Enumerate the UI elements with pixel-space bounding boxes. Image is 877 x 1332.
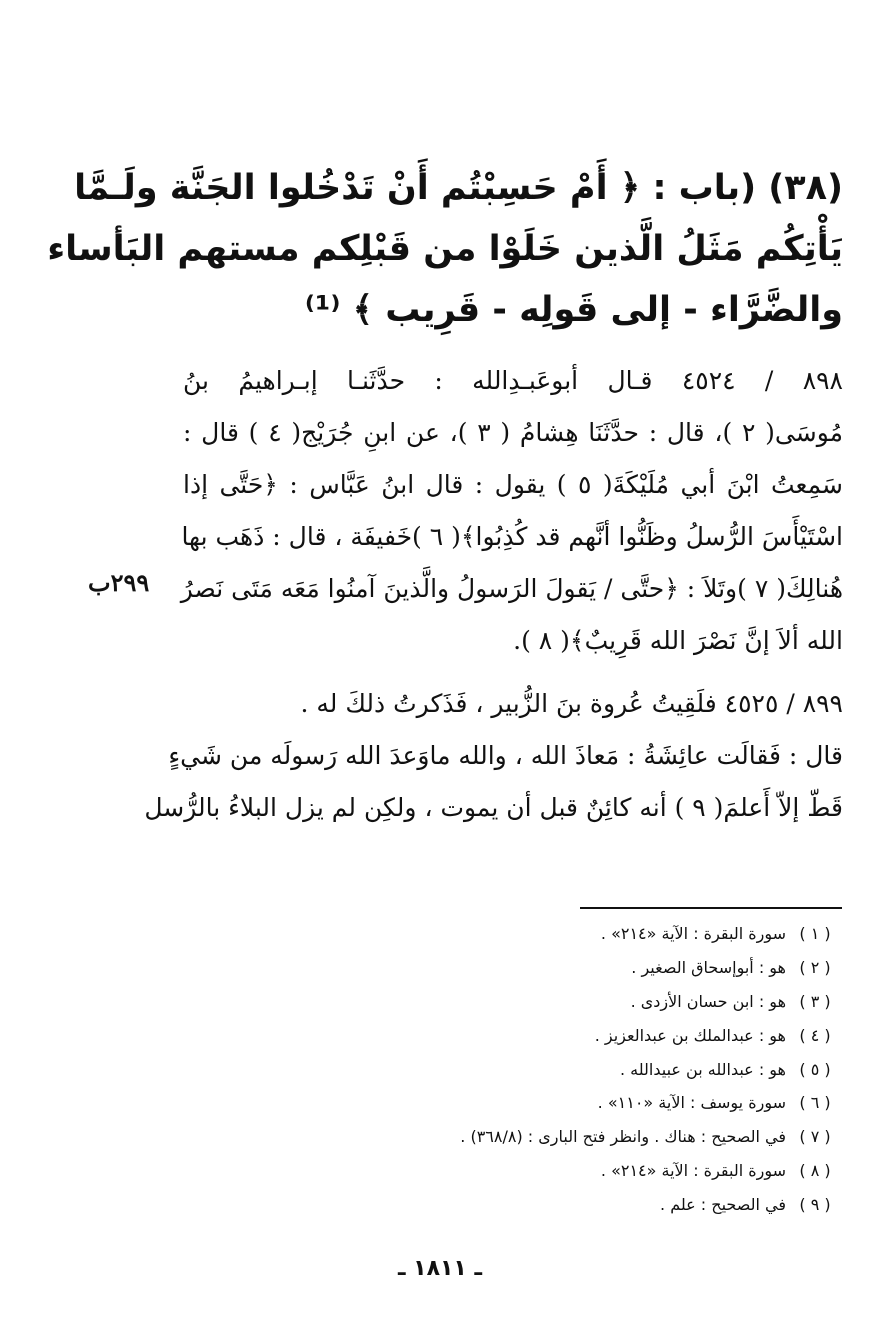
footnote-item [300, 1120, 844, 1154]
footnote-text: هو : أبوإسحاق الصغير . [631, 958, 786, 978]
footnote-text: سورة البقرة : الآية «٢١٤» . [600, 924, 786, 944]
hadith-898-line-1: ٨٩٨ / ٤٥٢٤ قـال أبوعَبـدِالله : حدَّثَنـا إبـراهيمُ بنُ [183, 366, 843, 395]
footnote-item [300, 951, 844, 985]
hadith-898-line-3: سَمِعتُ ابْنَ أبي مُلَيْكَةَ( ٥ ) يقول : قال ابنُ عَبَّاس : ﴿حَتَّى إذا [183, 470, 843, 499]
manuscript-folio-marker: ٢٩٩ب [88, 568, 150, 597]
footnote-text: هو : عبدالله بن عبيدالله . [619, 1059, 786, 1079]
hadith-899-line-2: قال : فَقالَت عائِشَةُ : مَعاذَ الله ، والله ماوَعدَ الله رَسولَه من شَيءٍ [168, 741, 843, 770]
footnote-separator [580, 907, 842, 909]
hadith-898-line-2: مُوسَى( ٢ )، قال : حدَّثَنَا هِشامُ ( ٣ )، عن ابنِ جُرَيْج( ٤ ) قال : [183, 418, 844, 447]
footnote-number: ( ٨ ) [799, 1160, 831, 1180]
footnote-item [300, 985, 844, 1019]
footnote-item [300, 1154, 844, 1188]
footnote-text: هو : عبدالملك بن عبدالعزيز . [594, 1025, 786, 1045]
footnote-number: ( ٦ ) [799, 1093, 831, 1113]
footnote-number: ( ١ ) [799, 924, 831, 944]
hadith-899-line-3: قَطّ إلاّ أَعلمَ( ٩ ) أنه كائِنٌ قبل أن يموت ، ولكِن لم يزل البلاءُ بالرُّسل [144, 793, 843, 822]
hadith-898-line-6: الله ألاَ إنَّ نَصْرَ الله قَرِيبٌ﴾( ٨ ). [513, 626, 843, 655]
footnotes-list [300, 917, 844, 1221]
footnote-text: سورة يوسف : الآية «١١٠» . [597, 1093, 786, 1113]
footnote-item [300, 1018, 844, 1052]
footnote-item [300, 1086, 844, 1120]
footnote-item [300, 1052, 844, 1086]
hadith-899-paragraph [144, 678, 843, 834]
page-number: ـ ١٨١١ ـ [397, 1256, 483, 1281]
footnote-number: ( ٢ ) [799, 958, 831, 978]
footnote-text: في الصحيح : علم . [660, 1194, 786, 1214]
footnote-text: في الصحيح : هناك . وانظر فتح البارى : (٣٦٨/٨) . [460, 1127, 786, 1147]
footnote-number: ( ٣ ) [799, 991, 831, 1011]
footnote-number: ( ٩ ) [799, 1194, 831, 1214]
hadith-898-paragraph [180, 355, 844, 667]
hadith-898-line-5: هُنالِكَ( ٧ )وتَلاَ : ﴿حتَّى / يَقولَ الرَسولُ والَّذينَ آمنُوا مَعَه مَتَى نَصرُ [180, 574, 843, 603]
hadith-898-line-4: اسْتَيْأَسَ الرُّسلُ وظَنُّوا أنَّهم قد كُذِبُوا﴾( ٦ )خَفيفَة ، قال : ذَهَب بها [181, 522, 843, 551]
hadith-899-line-1: ٨٩٩ / ٤٥٢٥ فلَقِيتُ عُروة بنَ الزُّبير ، فَذَكرتُ ذلكَ له . [300, 689, 843, 718]
chapter-heading [47, 158, 843, 341]
footnote-number: ( ٥ ) [799, 1059, 831, 1079]
heading-line-2: يَأْتِكُم مَثَلُ الَّذين خَلَوْا من قَبْلِكم مستهم البَأساء [47, 229, 843, 269]
footnote-item [300, 1187, 844, 1221]
footnote-text: هو : ابن حسان الأزدى . [630, 991, 786, 1011]
footnote-item [300, 917, 844, 951]
footnote-number: ( ٤ ) [799, 1025, 831, 1045]
footnote-text: سورة البقرة : الآية «٢١٤» . [600, 1160, 786, 1180]
heading-line-1: (٣٨) (باب : ﴿ أَمْ حَسِبْتُم أَنْ تَدْخُلوا الجَنَّة ولَـمَّا [74, 168, 843, 208]
heading-line-3: والضَّرَّاء - إلى قَولِه - قَرِيب ﴾ ⁽¹⁾ [304, 290, 843, 330]
footnote-number: ( ٧ ) [799, 1127, 831, 1147]
